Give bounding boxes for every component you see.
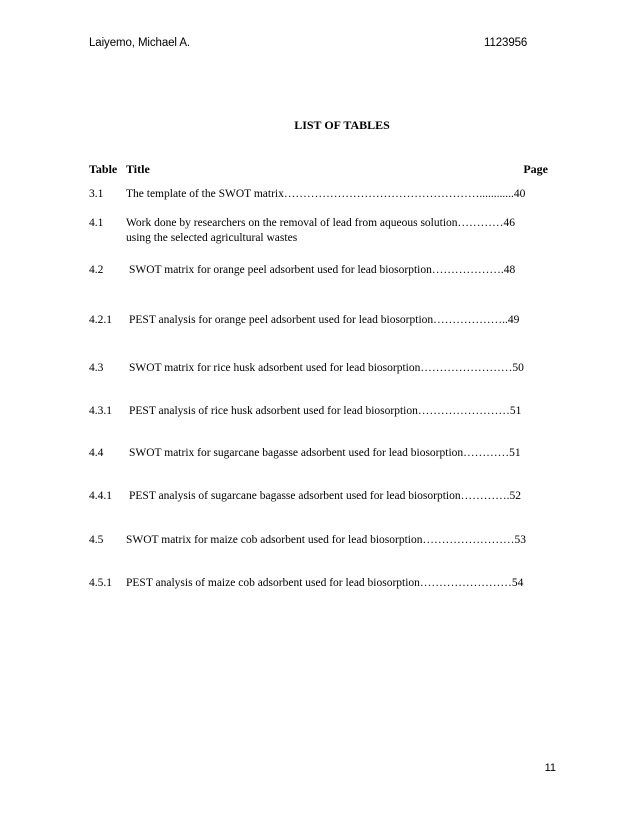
entry-title: Work done by researchers on the removal of lead from aqueous solution…………46	[126, 217, 516, 229]
page-number: 11	[544, 762, 556, 774]
entry-title: PEST analysis of sugarcane bagasse adsorbent used for lead biosorption………….52	[129, 490, 521, 502]
entry-number: 4.4.1	[89, 490, 112, 502]
page-title: LIST OF TABLES	[294, 118, 390, 132]
entry-number: 4.4	[89, 447, 104, 459]
entry-title: PEST analysis of maize cob adsorbent used for lead biosorption……………………54	[126, 577, 524, 589]
header-id: 1123956	[484, 37, 528, 49]
entry-number: 4.5.1	[89, 577, 112, 589]
entry-number: 4.3.1	[89, 405, 112, 417]
entry-title: SWOT matrix for sugarcane bagasse adsorbent used for lead biosorption…………51	[129, 447, 521, 459]
entry-number: 4.2.1	[89, 314, 112, 326]
entry-title: SWOT matrix for orange peel adsorbent used for lead biosorption……………….48	[129, 264, 516, 276]
header-author: Laiyemo, Michael A.	[89, 37, 191, 49]
entry-number: 4.2	[89, 264, 104, 276]
entry-title: PEST analysis for orange peel adsorbent used for lead biosorption………………..49	[129, 314, 520, 326]
entry-title: SWOT matrix for maize cob adsorbent used for lead biosorption……………………53	[126, 534, 526, 546]
column-header-title: Title	[126, 162, 150, 176]
entry-number: 4.1	[89, 217, 104, 229]
entry-number: 3.1	[89, 188, 104, 200]
entry-title: SWOT matrix for rice husk adsorbent used for lead biosorption……………………50	[129, 362, 524, 374]
entry-number: 4.5	[89, 534, 104, 546]
entry-title: PEST analysis of rice husk adsorbent used for lead biosorption……………………51	[129, 405, 522, 417]
column-header-page: Page	[523, 162, 548, 176]
entry-number: 4.3	[89, 362, 104, 374]
column-header-table: Table	[89, 162, 118, 176]
entry-title: The template of the SWOT matrix……………………………………………............40	[126, 188, 526, 200]
entry-title-continuation: using the selected agricultural wastes	[126, 232, 298, 244]
